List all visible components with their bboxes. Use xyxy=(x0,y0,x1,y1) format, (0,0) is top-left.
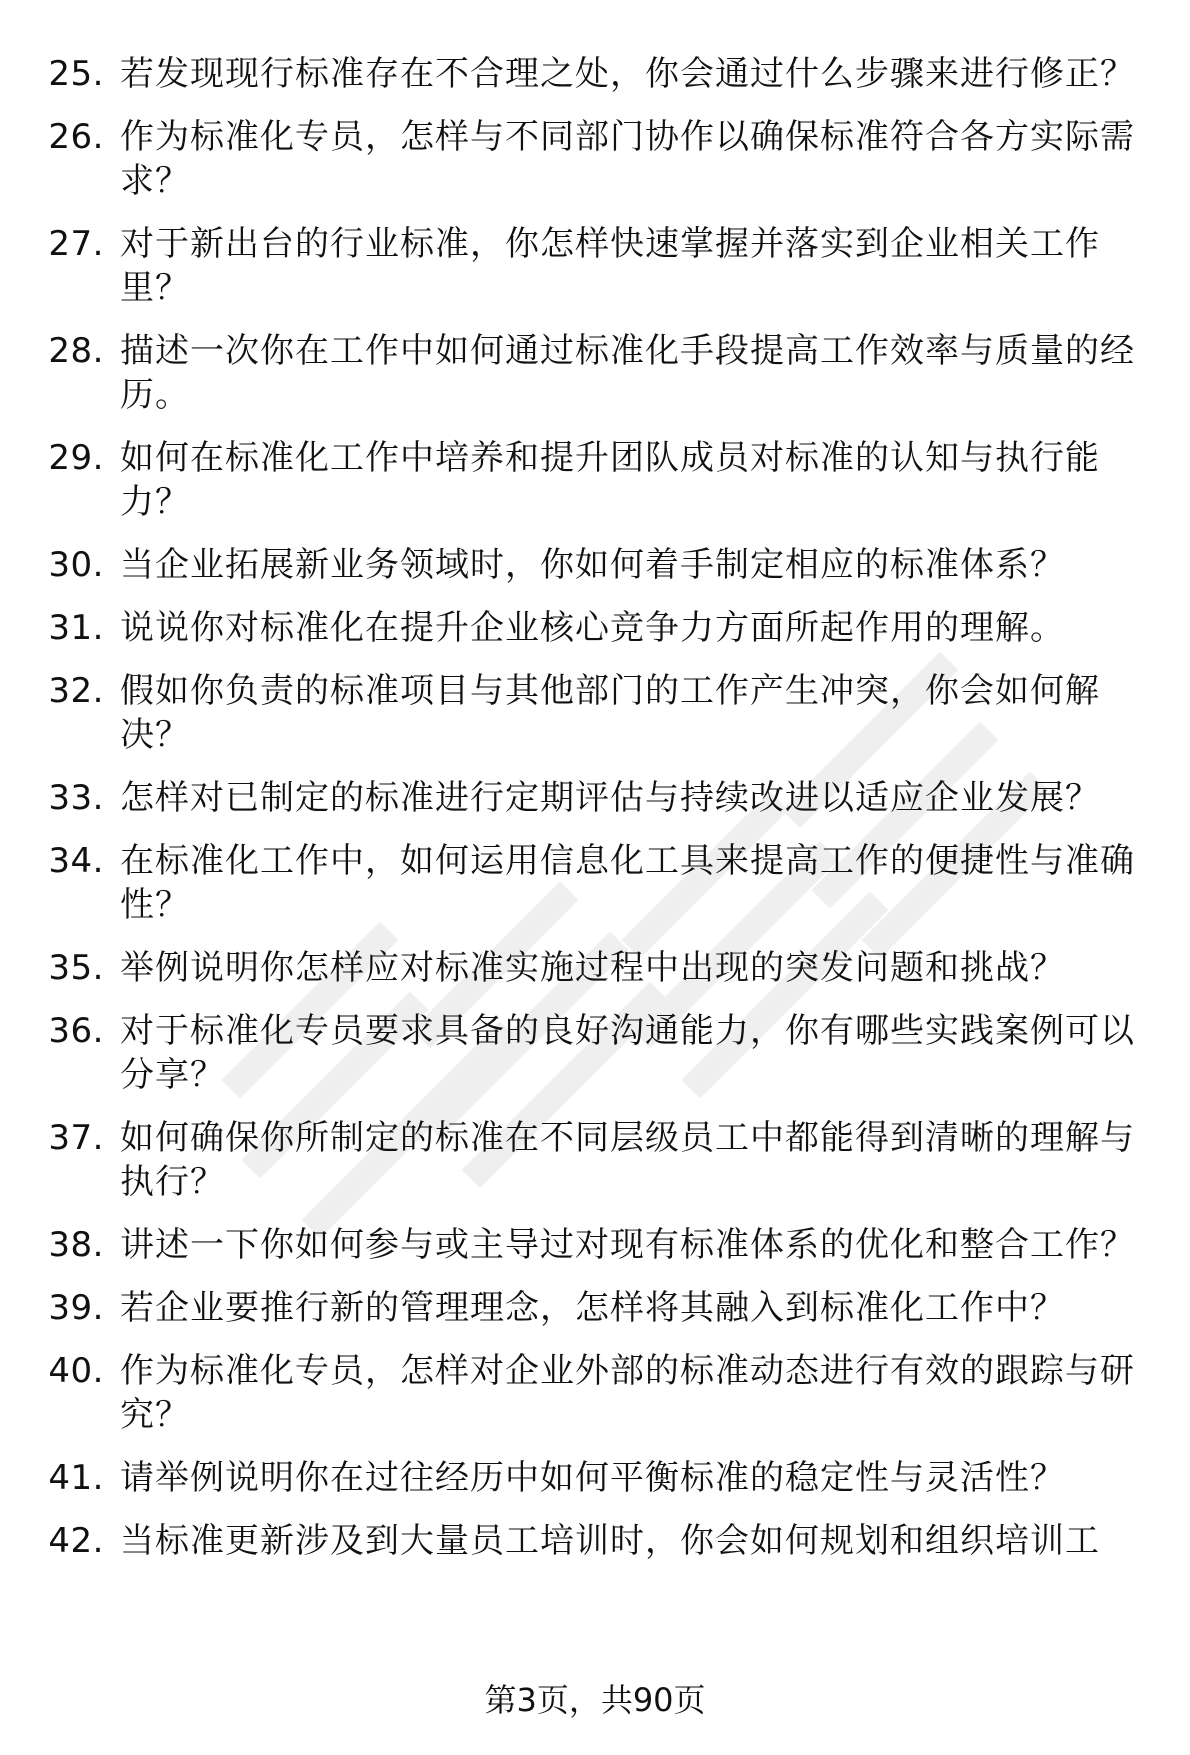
question-text: 作为标准化专员，怎样对企业外部的标准动态进行有效的跟踪与研究？ xyxy=(120,1351,1135,1435)
question-item-34 xyxy=(0,839,1190,927)
question-item-29 xyxy=(0,436,1190,524)
question-number: 25. xyxy=(48,54,104,94)
question-number: 26. xyxy=(48,117,104,157)
question-text: 如何在标准化工作中培养和提升团队成员对标准的认知与执行能力？ xyxy=(120,438,1100,522)
question-text: 作为标准化专员，怎样与不同部门协作以确保标准符合各方实际需求？ xyxy=(120,117,1135,201)
question-item-39 xyxy=(0,1286,1190,1330)
question-item-31 xyxy=(0,606,1190,650)
question-number: 34. xyxy=(48,841,104,881)
question-item-27 xyxy=(0,222,1190,310)
question-text: 对于标准化专员要求具备的良好沟通能力，你有哪些实践案例可以分享？ xyxy=(120,1011,1135,1095)
question-item-36 xyxy=(0,1009,1190,1097)
question-number: 37. xyxy=(48,1118,104,1158)
question-item-38 xyxy=(0,1223,1190,1267)
question-text: 请举例说明你在过往经历中如何平衡标准的稳定性与灵活性？ xyxy=(120,1458,1065,1498)
question-text: 描述一次你在工作中如何通过标准化手段提高工作效率与质量的经历。 xyxy=(120,331,1135,415)
question-text: 在标准化工作中，如何运用信息化工具来提高工作的便捷性与准确性？ xyxy=(120,841,1135,925)
question-item-25 xyxy=(0,52,1190,96)
question-list xyxy=(0,52,1190,1582)
question-number: 32. xyxy=(48,671,104,711)
question-number: 39. xyxy=(48,1288,104,1328)
question-text: 当企业拓展新业务领域时，你如何着手制定相应的标准体系？ xyxy=(120,545,1065,585)
question-number: 29. xyxy=(48,438,104,478)
question-number: 30. xyxy=(48,545,104,585)
question-item-42 xyxy=(0,1519,1190,1563)
question-item-35 xyxy=(0,946,1190,990)
question-number: 33. xyxy=(48,778,104,818)
question-text: 讲述一下你如何参与或主导过对现有标准体系的优化和整合工作？ xyxy=(120,1225,1135,1265)
question-text: 当标准更新涉及到大量员工培训时，你会如何规划和组织培训工 xyxy=(120,1521,1100,1561)
question-number: 38. xyxy=(48,1225,104,1265)
question-number: 41. xyxy=(48,1458,104,1498)
question-number: 40. xyxy=(48,1351,104,1391)
question-item-30 xyxy=(0,543,1190,587)
question-item-32 xyxy=(0,669,1190,757)
question-item-40 xyxy=(0,1349,1190,1437)
question-number: 27. xyxy=(48,224,104,264)
question-number: 42. xyxy=(48,1521,104,1561)
question-text: 对于新出台的行业标准，你怎样快速掌握并落实到企业相关工作里？ xyxy=(120,224,1100,308)
question-text: 若企业要推行新的管理理念，怎样将其融入到标准化工作中？ xyxy=(120,1288,1065,1328)
question-number: 35. xyxy=(48,948,104,988)
question-number: 28. xyxy=(48,331,104,371)
question-text: 若发现现行标准存在不合理之处，你会通过什么步骤来进行修正？ xyxy=(120,54,1135,94)
page-number-footer: 第3页，共90页 xyxy=(484,1681,706,1719)
question-number: 36. xyxy=(48,1011,104,1051)
question-item-37 xyxy=(0,1116,1190,1204)
question-text: 说说你对标准化在提升企业核心竞争力方面所起作用的理解。 xyxy=(120,608,1065,648)
question-item-28 xyxy=(0,329,1190,417)
question-number: 31. xyxy=(48,608,104,648)
question-item-26 xyxy=(0,115,1190,203)
question-item-41 xyxy=(0,1456,1190,1500)
question-text: 怎样对已制定的标准进行定期评估与持续改进以适应企业发展？ xyxy=(120,778,1100,818)
question-text: 假如你负责的标准项目与其他部门的工作产生冲突，你会如何解决？ xyxy=(120,671,1100,755)
question-item-33 xyxy=(0,776,1190,820)
question-text: 举例说明你怎样应对标准实施过程中出现的突发问题和挑战？ xyxy=(120,948,1065,988)
question-text: 如何确保你所制定的标准在不同层级员工中都能得到清晰的理解与执行？ xyxy=(120,1118,1135,1202)
